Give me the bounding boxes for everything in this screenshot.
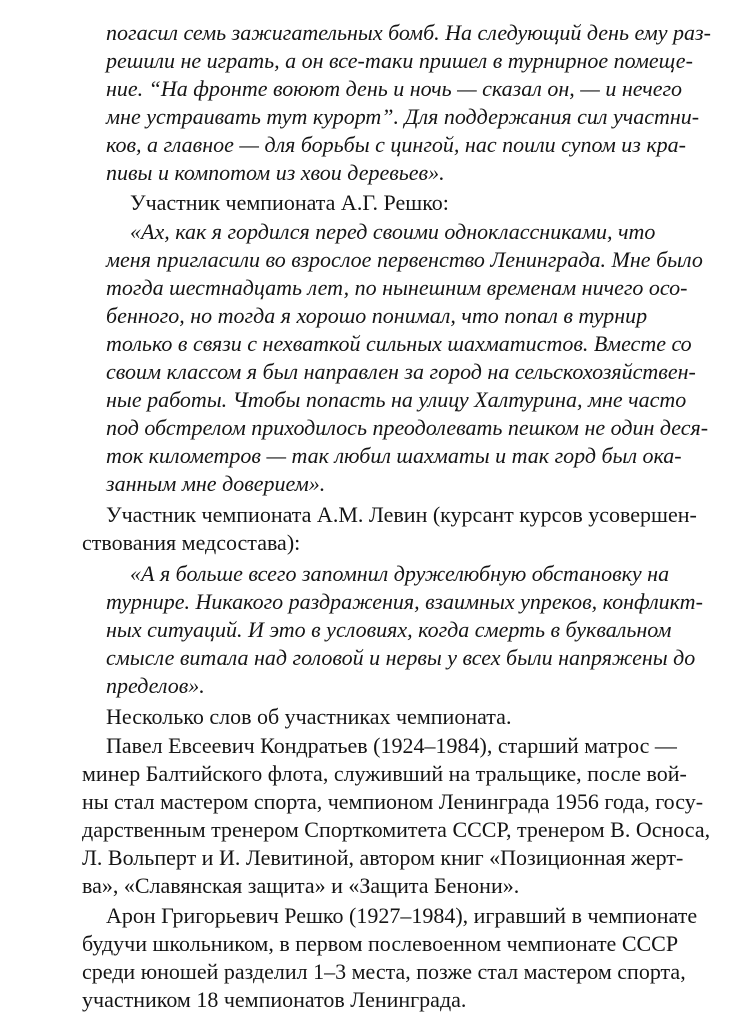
quote-line: своим классом я был направлен за город на сельскохозяйствен-: [106, 359, 696, 384]
quote-line: ные работы. Чтобы попасть на улицу Халтурина, мне часто: [106, 387, 687, 412]
quote-line: смысле витала над головой и нервы у всех были напряжены до: [106, 645, 696, 670]
text-line: среди юношей разделил 1–3 места, позже стал мастером спорта,: [82, 959, 686, 984]
text-line: ва», «Славянская защита» и «Защита Бенони».: [82, 873, 520, 898]
quote-line: ток километров — так любил шахматы и так горд был ока-: [106, 443, 682, 468]
quote-line: пределов».: [106, 673, 205, 698]
quote-line: «А я больше всего запомнил дружелюбную обстановку на: [130, 561, 670, 586]
text-line: ны стал мастером спорта, чемпионом Ленинграда 1956 года, госу-: [82, 789, 704, 814]
text-line: Участник чемпионата А.М. Левин (курсант курсов усовершен-: [106, 502, 697, 527]
quote-line: «Ах, как я гордился перед своими одноклассниками, что: [130, 219, 656, 244]
text-line: минер Балтийского флота, служивший на тральщике, после вой-: [82, 761, 687, 786]
quote-line: решили не играть, а он все-таки пришел в турнирное помеще-: [106, 48, 693, 73]
quote-line: ных ситуаций. И это в условиях, когда смерть в буквальном: [106, 617, 672, 642]
quote-line: пивы и компотом из хвои деревьев».: [106, 160, 445, 185]
text-line: ствования медсостава):: [82, 530, 301, 555]
quote-line: меня пригласили во взрослое первенство Ленинграда. Мне было: [106, 247, 703, 272]
text-line: Арон Григорьевич Решко (1927–1984), игравший в чемпионате: [106, 903, 698, 928]
quote-line: ков, а главное — для борьбы с цингой, нас поили супом из кра-: [106, 132, 686, 157]
quote-line: турнире. Никакого раздражения, взаимных упреков, конфликт-: [106, 589, 703, 614]
quote-line: ние. “На фронте воюют день и ночь — сказал он, — и нечего: [106, 76, 683, 101]
intro-reshko: Участник чемпионата А.Г. Решко:: [130, 190, 449, 215]
quote-line: тогда шестнадцать лет, по нынешним временам ничего осо-: [106, 275, 688, 300]
quote-line: под обстрелом приходилось преодолевать пешком не один деся-: [106, 415, 709, 440]
text-line: будучи школьником, в первом послевоенном чемпионате СССР: [82, 931, 679, 956]
quote-line: только в связи с нехваткой сильных шахматистов. Вместе со: [106, 331, 692, 356]
quote-line: бенного, но тогда я хорошо понимал, что попал в турнир: [106, 303, 648, 328]
text-line: участником 18 чемпионатов Ленинграда.: [82, 987, 467, 1012]
text-line: Павел Евсеевич Кондратьев (1924–1984), старший матрос —: [106, 733, 677, 758]
quote-line: погасил семь зажигательных бомб. На следующий день ему раз-: [106, 20, 711, 45]
text-line: дарственным тренером Спорткомитета СССР, тренером В. Осноса,: [82, 817, 711, 842]
quote-line: занным мне доверием».: [106, 471, 326, 496]
quote-line: мне устраивать тут курорт”. Для поддержания сил участни-: [106, 104, 700, 129]
section-intro: Несколько слов об участниках чемпионата.: [106, 704, 512, 729]
text-line: Л. Вольперт и И. Левитиной, автором книг «Позиционная жерт-: [82, 845, 684, 870]
